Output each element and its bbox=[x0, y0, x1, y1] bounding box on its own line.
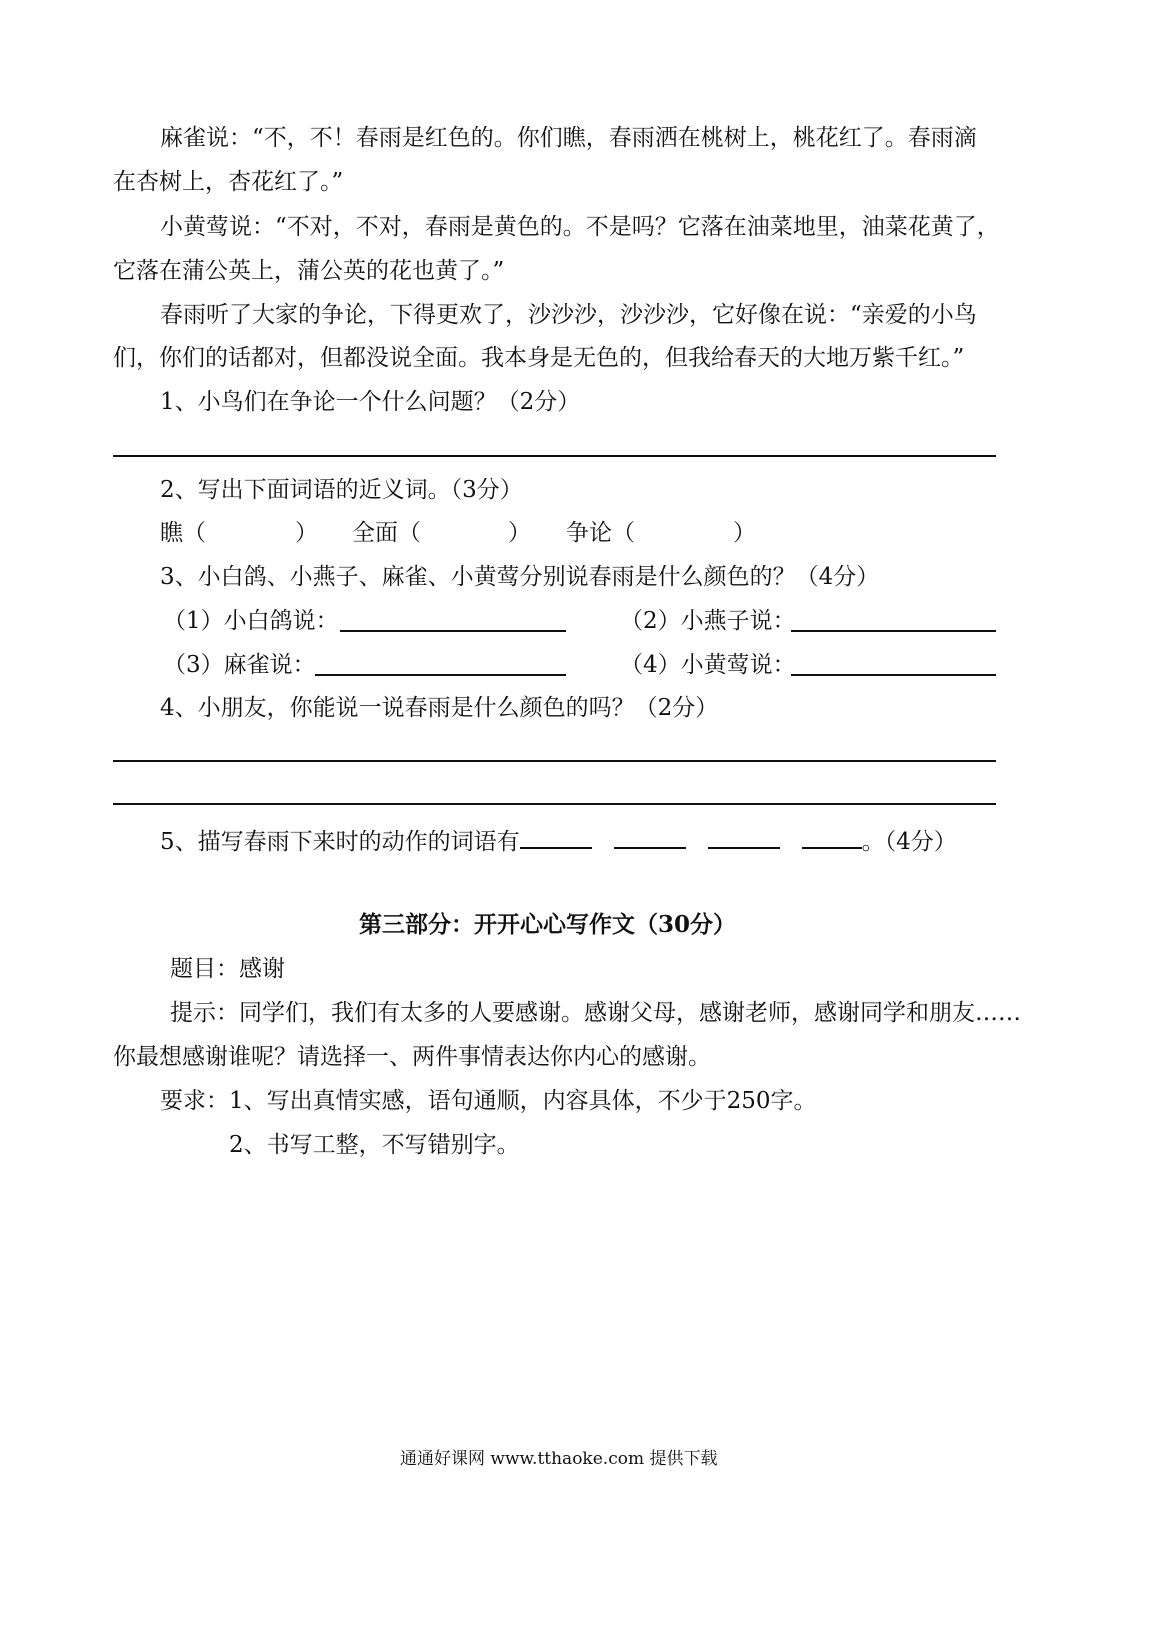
q2-word-3-open: 争论（ bbox=[566, 520, 635, 546]
answer-line-q3-4[interactable] bbox=[791, 674, 996, 676]
q3-item-4: （4）小黄莺说： bbox=[620, 652, 796, 678]
answer-blank-q5-2[interactable] bbox=[614, 825, 686, 849]
composition-hint-line2: 你最想感谢谁呢？请选择一、两件事情表达你内心的感谢。 bbox=[113, 1044, 711, 1070]
q3-item-1: （1）小白鸽说： bbox=[163, 608, 339, 634]
question-1: 1、小鸟们在争论一个什么问题？（2分） bbox=[160, 389, 581, 415]
q2-word-2-close: ） bbox=[508, 520, 531, 546]
answer-blank-q5-4[interactable] bbox=[802, 825, 862, 849]
q2-word-3-close: ） bbox=[733, 520, 756, 546]
passage-p1-line1: 麻雀说：“不，不！春雨是红色的。你们瞧，春雨洒在桃树上，桃花红了。春雨滴 bbox=[160, 125, 977, 151]
answer-line-q3-2[interactable] bbox=[791, 630, 996, 632]
q5-prefix: 5、描写春雨下来时的动作的词语有 bbox=[160, 829, 520, 855]
answer-line-q3-1[interactable] bbox=[340, 630, 566, 632]
q3-item-3: （3）麻雀说： bbox=[163, 652, 316, 678]
passage-p1-line2: 在杏树上，杏花红了。” bbox=[113, 169, 344, 195]
question-4: 4、小朋友，你能说一说春雨是什么颜色的吗？（2分） bbox=[160, 695, 719, 721]
composition-requirement-1: 要求：1、写出真情实感，语句通顺，内容具体，不少于250字。 bbox=[160, 1088, 817, 1114]
passage-p2-line1: 小黄莺说：“不对，不对，春雨是黄色的。不是吗？它落在油菜地里，油菜花黄了， bbox=[160, 214, 1000, 240]
passage-p3-line1: 春雨听了大家的争论，下得更欢了，沙沙沙，沙沙沙，它好像在说：“亲爱的小鸟 bbox=[160, 302, 977, 328]
section-heading: 第三部分：开开心心写作文（30分） bbox=[359, 911, 737, 938]
q2-word-1-close: ） bbox=[295, 520, 318, 546]
answer-line-q4-1[interactable] bbox=[113, 760, 996, 762]
q2-word-2-open: 全面（ bbox=[352, 520, 421, 546]
question-2: 2、写出下面词语的近义词。（3分） bbox=[160, 477, 523, 503]
question-5 bbox=[160, 825, 957, 857]
answer-line-q1[interactable] bbox=[113, 455, 996, 457]
composition-title: 题目：感谢 bbox=[170, 956, 285, 982]
q2-word-1-open: 瞧（ bbox=[160, 520, 206, 546]
question-3: 3、小白鸽、小燕子、麻雀、小黄莺分别说春雨是什么颜色的？（4分） bbox=[160, 564, 880, 590]
q3-item-2: （2）小燕子说： bbox=[620, 608, 796, 634]
passage-p2-line2: 它落在蒲公英上，蒲公英的花也黄了。” bbox=[113, 258, 505, 284]
composition-hint-line1: 提示：同学们，我们有太多的人要感谢。感谢父母，感谢老师，感谢同学和朋友…… bbox=[170, 1000, 1021, 1026]
q5-suffix: 。（4分） bbox=[861, 829, 957, 855]
answer-line-q4-2[interactable] bbox=[113, 803, 996, 805]
answer-line-q3-3[interactable] bbox=[315, 674, 566, 676]
composition-requirement-2: 2、书写工整，不写错别字。 bbox=[229, 1132, 520, 1158]
answer-blank-q5-1[interactable] bbox=[520, 825, 592, 849]
answer-blank-q5-3[interactable] bbox=[708, 825, 780, 849]
passage-p3-line2: 们，你们的话都对，但都没说全面。我本身是无色的，但我给春天的大地万紫千红。” bbox=[113, 345, 965, 371]
footer-source: 通通好课网 www.tthaoke.com 提供下载 bbox=[400, 1449, 718, 1469]
